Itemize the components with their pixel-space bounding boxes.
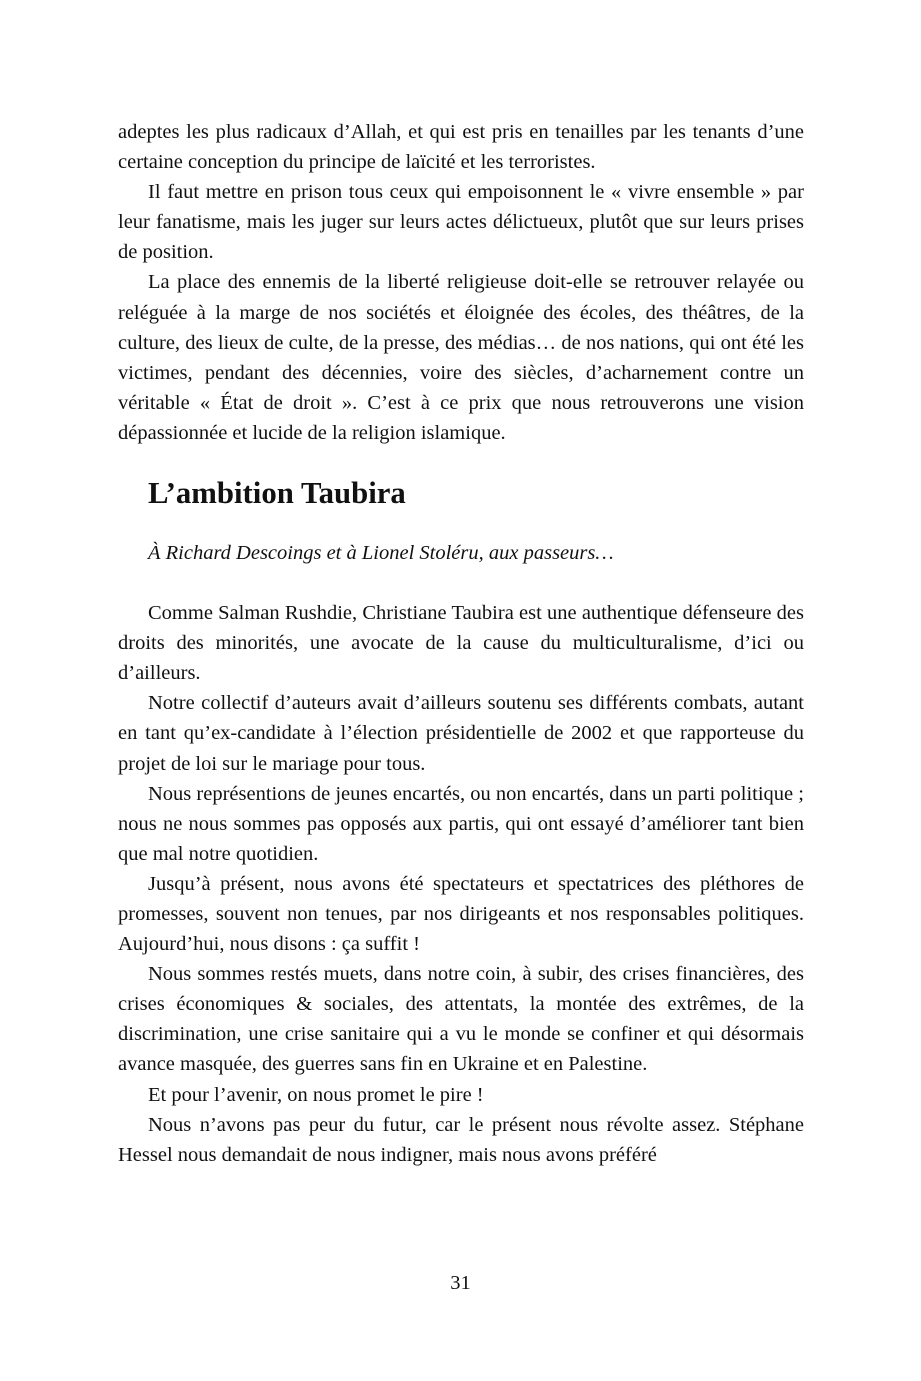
- paragraph: Notre collectif d’auteurs avait d’ailleurs soutenu ses différents combats, autant en tant qu’ex-candidate à l’élection présidentielle de 2002 et que rapporteuse du projet de loi sur le mariage pour tous.: [118, 692, 804, 775]
- paragraph: La place des ennemis de la liberté religieuse doit-elle se retrouver relayée ou reléguée à la marge de nos sociétés et éloignée des écoles, des théâtres, de la culture, des lieux de culte, de la presse, des médias… de nos nations, qui ont été les victimes, pendant des décennies, voire des siècles, d’acharnement contre un véritable « État de droit ». C’est à ce prix que nous retrouverons une vision dépassionnée et lucide de la religion islamique.: [118, 271, 804, 444]
- paragraph: Il faut mettre en prison tous ceux qui empoisonnent le « vivre ensemble » par leur fanatisme, mais les juger sur leurs actes délictueux, plutôt que sur leurs prises de position.: [118, 181, 804, 264]
- spacer: [118, 568, 804, 598]
- paragraph: Nous représentions de jeunes encartés, ou non encartés, dans un parti politique ; nous ne nous sommes pas opposés aux partis, qui ont essayé d’améliorer tant bien que mal notre quotidien.: [118, 782, 804, 865]
- paragraph: Nous n’avons pas peur du futur, car le présent nous révolte assez. Stéphane Hessel nous demandait de nous indigner, mais nous avons préféré: [118, 1113, 804, 1166]
- paragraph: Jusqu’à présent, nous avons été spectateurs et spectatrices des pléthores de promesses, souvent non tenues, par nos dirigeants et nos responsables politiques. Aujourd’hui, nous disons : ça suffit !: [118, 872, 804, 956]
- paragraph: Comme Salman Rushdie, Christiane Taubira est une authentique défenseure des droits des minorités, une avocate de la cause du multiculturalisme, d’ici ou d’ailleurs.: [118, 602, 804, 685]
- paragraph: Et pour l’avenir, on nous promet le pire !: [148, 1083, 484, 1106]
- page-body: [118, 117, 804, 1170]
- paragraph: Nous sommes restés muets, dans notre coin, à subir, des crises financières, des crises économiques & sociales, des attentats, la montée des extrêmes, de la discrimination, une crise sanitaire qui a vu le monde se confiner et qui désormais avance masquée, des guerres sans fin en Ukraine et en Palestine.: [118, 963, 804, 1076]
- paragraph: adeptes les plus radicaux d’Allah, et qui est pris en tenailles par les tenants d’une certaine conception du principe de laïcité et les terroristes.: [118, 121, 804, 174]
- dedication: À Richard Descoings et à Lionel Stoléru, aux passeurs…: [148, 542, 614, 565]
- section-heading: L’ambition Taubira: [148, 476, 406, 511]
- page-number: 31: [450, 1272, 471, 1294]
